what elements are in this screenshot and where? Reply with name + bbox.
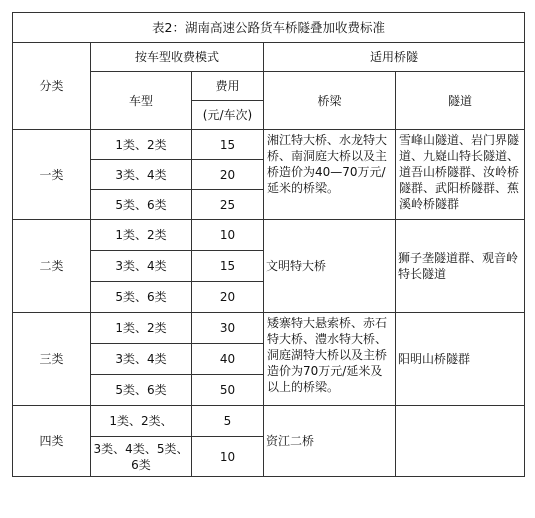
vehicle-type-cell: 1类、2类 xyxy=(91,313,192,344)
header-toll-mode: 按车型收费模式 xyxy=(91,43,264,72)
header-vehicle-type: 车型 xyxy=(91,72,192,130)
fee-cell: 10 xyxy=(192,220,264,251)
header-applicable: 适用桥隧 xyxy=(264,43,525,72)
category-cell: 三类 xyxy=(13,313,91,406)
header-fee-unit: (元/车次) xyxy=(192,101,264,130)
vehicle-type-cell: 5类、6类 xyxy=(91,375,192,406)
fee-cell: 20 xyxy=(192,282,264,313)
fee-cell: 5 xyxy=(192,406,264,437)
document-body xyxy=(12,12,525,477)
fee-cell: 20 xyxy=(192,160,264,190)
tunnel-cell: 雪峰山隧道、岩门界隧道、九嶷山特长隧道、道吾山桥隧群、汝岭桥隧群、武阳桥隧群、蕉溪岭桥隧群 xyxy=(396,130,525,220)
fee-cell: 10 xyxy=(192,437,264,477)
table-title: 表2：湖南高速公路货车桥隧叠加收费标准 xyxy=(13,13,525,43)
category-cell: 四类 xyxy=(13,406,91,477)
bridge-cell: 资江二桥 xyxy=(264,406,396,477)
fee-cell: 50 xyxy=(192,375,264,406)
vehicle-type-cell: 5类、6类 xyxy=(91,282,192,313)
header-fee: 费用 xyxy=(192,72,264,101)
vehicle-type-cell: 1类、2类、 xyxy=(91,406,192,437)
fee-cell: 30 xyxy=(192,313,264,344)
tunnel-cell: 狮子垄隧道群、观音岭特长隧道 xyxy=(396,220,525,313)
category-cell: 二类 xyxy=(13,220,91,313)
bridge-cell: 湘江特大桥、水龙特大桥、南洞庭大桥以及主桥造价为40—70万元/延米的桥梁。 xyxy=(264,130,396,220)
vehicle-type-cell: 3类、4类 xyxy=(91,251,192,282)
tunnel-cell: 阳明山桥隧群 xyxy=(396,313,525,406)
vehicle-type-cell: 5类、6类 xyxy=(91,190,192,220)
vehicle-type-cell: 3类、4类 xyxy=(91,344,192,375)
vehicle-type-cell: 3类、4类 xyxy=(91,160,192,190)
fee-cell: 40 xyxy=(192,344,264,375)
tunnel-cell xyxy=(396,406,525,477)
fee-cell: 15 xyxy=(192,130,264,160)
fee-cell: 15 xyxy=(192,251,264,282)
vehicle-type-cell: 3类、4类、5类、6类 xyxy=(91,437,192,477)
header-bridge: 桥梁 xyxy=(264,72,396,130)
vehicle-type-cell: 1类、2类 xyxy=(91,220,192,251)
category-cell: 一类 xyxy=(13,130,91,220)
vehicle-type-cell: 1类、2类 xyxy=(91,130,192,160)
header-tunnel: 隧道 xyxy=(396,72,525,130)
bridge-cell: 矮寨特大悬索桥、赤石特大桥、澧水特大桥、洞庭湖特大桥以及主桥造价为70万元/延米及以上的桥梁。 xyxy=(264,313,396,406)
bridge-cell: 文明特大桥 xyxy=(264,220,396,313)
fee-cell: 25 xyxy=(192,190,264,220)
header-category: 分类 xyxy=(13,43,91,130)
toll-table xyxy=(12,12,525,477)
